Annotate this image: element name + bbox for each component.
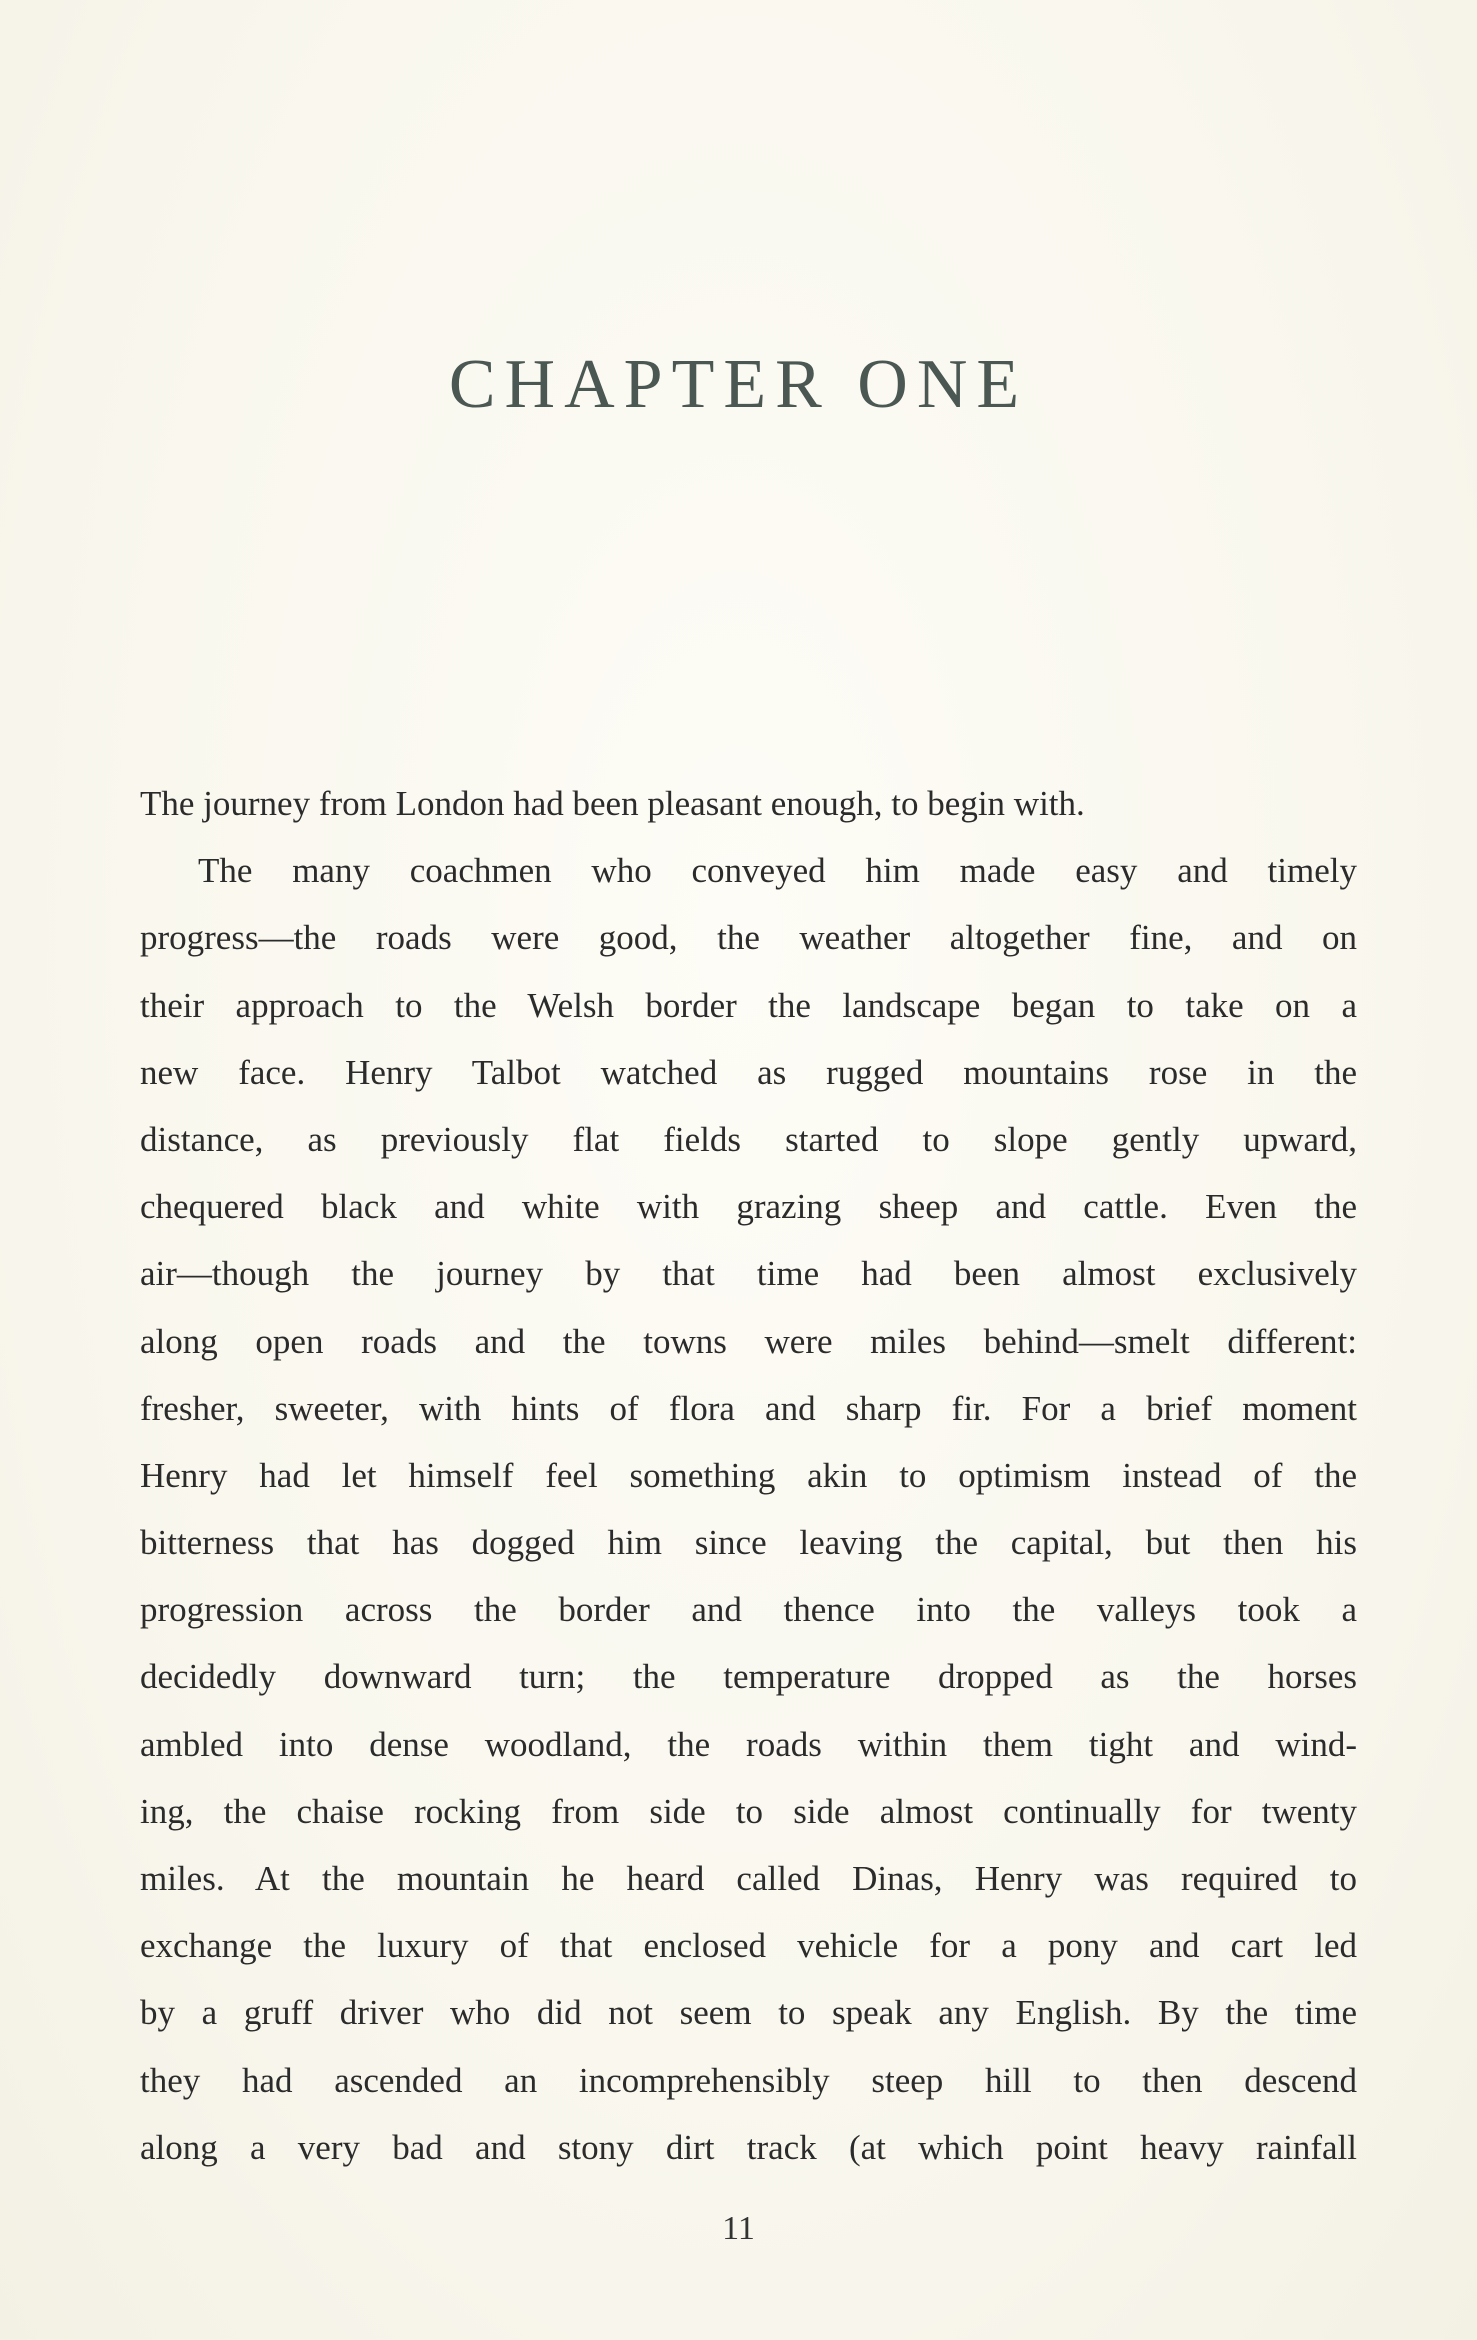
text-line: progress—the roads were good, the weather altogether fine, and on — [140, 918, 1357, 958]
text-line: they had ascended an incomprehensibly steep hill to then descend — [140, 2060, 1357, 2100]
text-line: Henry had let himself feel something akin to optimism instead of the — [140, 1455, 1357, 1495]
text-line: along open roads and the towns were miles behind—smelt different: — [140, 1321, 1357, 1361]
text-line: ambled into dense woodland, the roads within them tight and wind- — [140, 1724, 1357, 1764]
text-line: fresher, sweeter, with hints of flora and sharp fir. For a brief moment — [140, 1388, 1357, 1428]
text-line: The journey from London had been pleasant enough, to begin with. — [140, 784, 1085, 823]
text-line: exchange the luxury of that enclosed vehicle for a pony and cart led — [140, 1926, 1357, 1966]
text-line: chequered black and white with grazing sheep and cattle. Even the — [140, 1187, 1357, 1227]
text-line: distance, as previously flat fields started to slope gently upward, — [140, 1119, 1357, 1159]
text-line: their approach to the Welsh border the landscape began to take on a — [140, 985, 1357, 1025]
text-line: The many coachmen who conveyed him made easy and timely — [198, 851, 1357, 891]
text-line: miles. At the mountain he heard called Dinas, Henry was required to — [140, 1859, 1357, 1898]
body-text — [140, 770, 1357, 2181]
text-line: bitterness that has dogged him since leaving the capital, but then his — [140, 1523, 1357, 1563]
text-line: progression across the border and thence into the valleys took a — [140, 1590, 1357, 1630]
text-line: ing, the chaise rocking from side to side almost continually for twenty — [140, 1791, 1357, 1831]
text-line: by a gruff driver who did not seem to speak any English. By the time — [140, 1993, 1357, 2033]
text-line: air—though the journey by that time had been almost exclusively — [140, 1254, 1357, 1294]
text-line: decidedly downward turn; the temperature dropped as the horses — [140, 1657, 1357, 1697]
text-line: new face. Henry Talbot watched as rugged mountains rose in the — [140, 1052, 1357, 1092]
page-number: 11 — [722, 2210, 755, 2247]
text-line: along a very bad and stony dirt track (at which point heavy rainfall — [140, 2127, 1357, 2167]
chapter-title: CHAPTER ONE — [448, 346, 1029, 423]
